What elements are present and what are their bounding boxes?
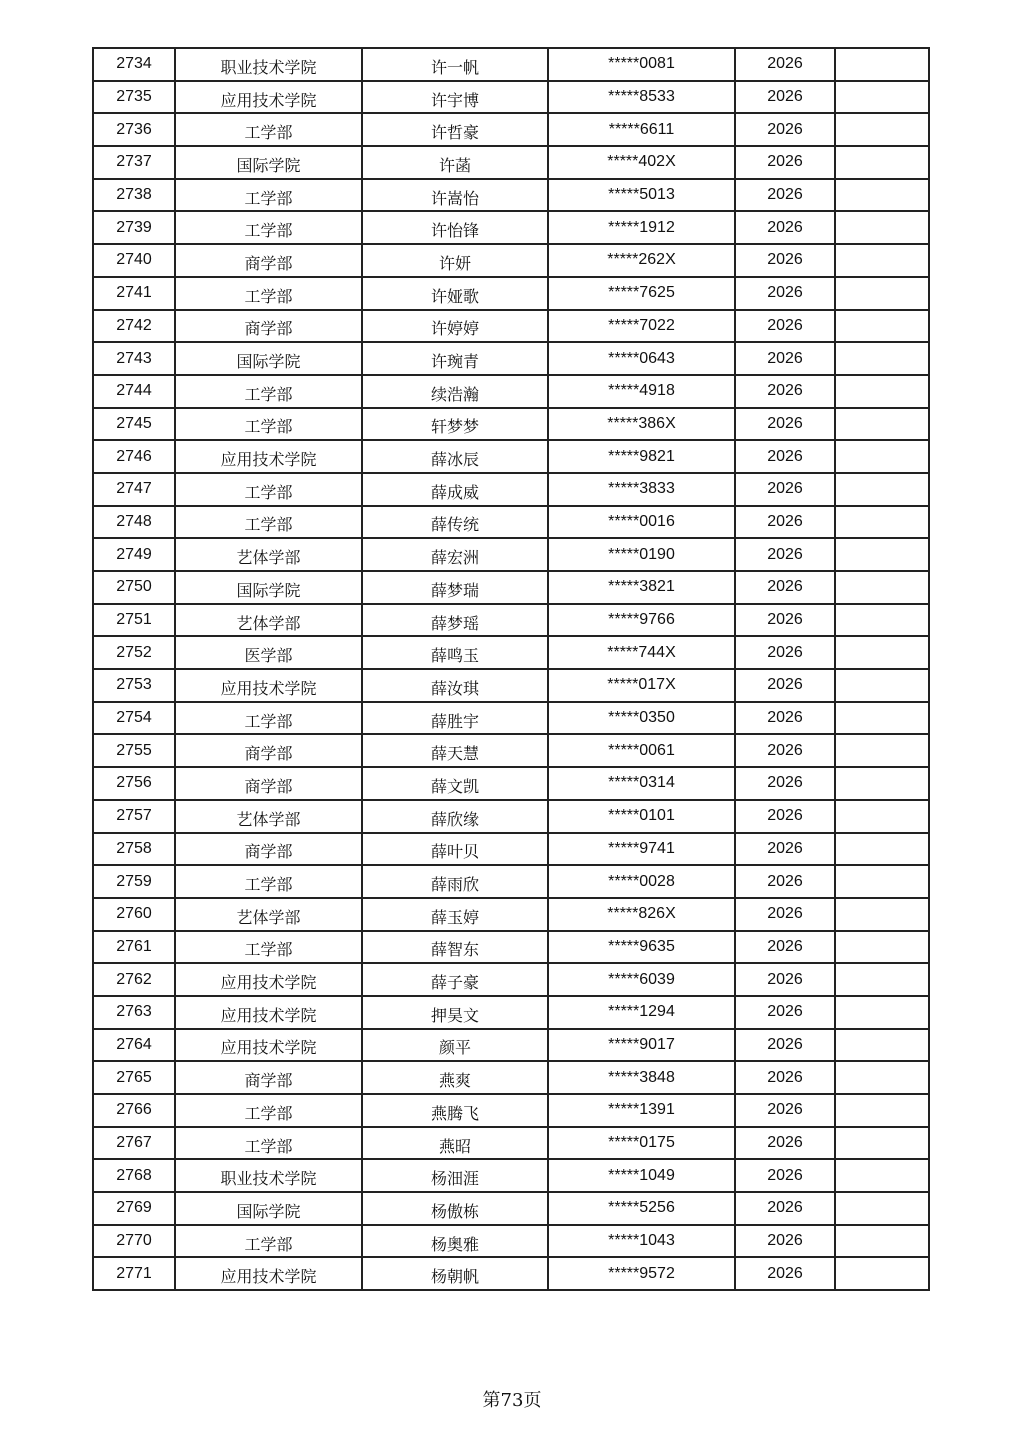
- serial-number-cell: 2755: [93, 734, 175, 767]
- remark-cell: [835, 211, 929, 244]
- table-row: [93, 538, 929, 571]
- id-suffix-cell: *****0081: [548, 48, 735, 81]
- year-cell: 2026: [735, 996, 835, 1029]
- remark-cell: [835, 1029, 929, 1062]
- department-cell: 医学部: [175, 636, 362, 669]
- table-row: [93, 375, 929, 408]
- id-suffix-cell: *****5013: [548, 179, 735, 212]
- roster-table-body: [93, 48, 929, 1290]
- serial-number-cell: 2764: [93, 1029, 175, 1062]
- id-suffix-cell: *****1912: [548, 211, 735, 244]
- department-cell: 国际学院: [175, 1192, 362, 1225]
- year-cell: 2026: [735, 1192, 835, 1225]
- remark-cell: [835, 408, 929, 441]
- remark-cell: [835, 310, 929, 343]
- serial-number-cell: 2768: [93, 1159, 175, 1192]
- student-name-cell: 杨朝帆: [362, 1257, 548, 1290]
- table-row: [93, 1061, 929, 1094]
- serial-number-cell: 2751: [93, 604, 175, 637]
- id-suffix-cell: *****9821: [548, 440, 735, 473]
- serial-number-cell: 2748: [93, 506, 175, 539]
- year-cell: 2026: [735, 473, 835, 506]
- id-suffix-cell: *****0350: [548, 702, 735, 735]
- id-suffix-cell: *****9017: [548, 1029, 735, 1062]
- id-suffix-cell: *****3848: [548, 1061, 735, 1094]
- id-suffix-cell: *****0061: [548, 734, 735, 767]
- id-suffix-cell: *****386X: [548, 408, 735, 441]
- year-cell: 2026: [735, 1127, 835, 1160]
- department-cell: 国际学院: [175, 571, 362, 604]
- year-cell: 2026: [735, 1094, 835, 1127]
- year-cell: 2026: [735, 342, 835, 375]
- department-cell: 艺体学部: [175, 538, 362, 571]
- department-cell: 工学部: [175, 277, 362, 310]
- department-cell: 艺体学部: [175, 800, 362, 833]
- student-name-cell: 许宇博: [362, 81, 548, 114]
- serial-number-cell: 2769: [93, 1192, 175, 1225]
- id-suffix-cell: *****0016: [548, 506, 735, 539]
- remark-cell: [835, 865, 929, 898]
- table-row: [93, 669, 929, 702]
- student-name-cell: 薛子豪: [362, 963, 548, 996]
- id-suffix-cell: *****4918: [548, 375, 735, 408]
- serial-number-cell: 2737: [93, 146, 175, 179]
- year-cell: 2026: [735, 113, 835, 146]
- department-cell: 商学部: [175, 833, 362, 866]
- department-cell: 商学部: [175, 767, 362, 800]
- student-name-cell: 杨傲栋: [362, 1192, 548, 1225]
- student-name-cell: 燕爽: [362, 1061, 548, 1094]
- department-cell: 应用技术学院: [175, 669, 362, 702]
- student-name-cell: 薛冰辰: [362, 440, 548, 473]
- id-suffix-cell: *****402X: [548, 146, 735, 179]
- serial-number-cell: 2734: [93, 48, 175, 81]
- table-row: [93, 1159, 929, 1192]
- student-name-cell: 押昊文: [362, 996, 548, 1029]
- student-name-cell: 许婷婷: [362, 310, 548, 343]
- department-cell: 应用技术学院: [175, 1029, 362, 1062]
- department-cell: 工学部: [175, 113, 362, 146]
- remark-cell: [835, 81, 929, 114]
- table-row: [93, 1127, 929, 1160]
- student-name-cell: 续浩瀚: [362, 375, 548, 408]
- student-name-cell: 薛梦瑞: [362, 571, 548, 604]
- id-suffix-cell: *****0028: [548, 865, 735, 898]
- year-cell: 2026: [735, 1159, 835, 1192]
- serial-number-cell: 2749: [93, 538, 175, 571]
- student-name-cell: 薛天慧: [362, 734, 548, 767]
- id-suffix-cell: *****1049: [548, 1159, 735, 1192]
- year-cell: 2026: [735, 48, 835, 81]
- student-name-cell: 薛传统: [362, 506, 548, 539]
- remark-cell: [835, 1094, 929, 1127]
- student-name-cell: 杨奥雅: [362, 1225, 548, 1258]
- department-cell: 商学部: [175, 1061, 362, 1094]
- serial-number-cell: 2736: [93, 113, 175, 146]
- year-cell: 2026: [735, 408, 835, 441]
- year-cell: 2026: [735, 734, 835, 767]
- serial-number-cell: 2759: [93, 865, 175, 898]
- id-suffix-cell: *****9741: [548, 833, 735, 866]
- year-cell: 2026: [735, 506, 835, 539]
- serial-number-cell: 2740: [93, 244, 175, 277]
- department-cell: 商学部: [175, 244, 362, 277]
- table-row: [93, 1257, 929, 1290]
- remark-cell: [835, 996, 929, 1029]
- department-cell: 商学部: [175, 310, 362, 343]
- student-name-cell: 薛成威: [362, 473, 548, 506]
- student-name-cell: 许怡锋: [362, 211, 548, 244]
- department-cell: 工学部: [175, 1225, 362, 1258]
- department-cell: 工学部: [175, 506, 362, 539]
- year-cell: 2026: [735, 1029, 835, 1062]
- remark-cell: [835, 342, 929, 375]
- serial-number-cell: 2758: [93, 833, 175, 866]
- id-suffix-cell: *****0190: [548, 538, 735, 571]
- serial-number-cell: 2735: [93, 81, 175, 114]
- serial-number-cell: 2739: [93, 211, 175, 244]
- serial-number-cell: 2745: [93, 408, 175, 441]
- table-row: [93, 1029, 929, 1062]
- department-cell: 工学部: [175, 931, 362, 964]
- id-suffix-cell: *****262X: [548, 244, 735, 277]
- id-suffix-cell: *****826X: [548, 898, 735, 931]
- year-cell: 2026: [735, 931, 835, 964]
- serial-number-cell: 2750: [93, 571, 175, 604]
- year-cell: 2026: [735, 146, 835, 179]
- serial-number-cell: 2757: [93, 800, 175, 833]
- department-cell: 职业技术学院: [175, 48, 362, 81]
- student-name-cell: 许琬青: [362, 342, 548, 375]
- year-cell: 2026: [735, 800, 835, 833]
- id-suffix-cell: *****0314: [548, 767, 735, 800]
- department-cell: 艺体学部: [175, 898, 362, 931]
- table-row: [93, 898, 929, 931]
- student-name-cell: 杨沺涯: [362, 1159, 548, 1192]
- year-cell: 2026: [735, 571, 835, 604]
- year-cell: 2026: [735, 636, 835, 669]
- year-cell: 2026: [735, 865, 835, 898]
- student-name-cell: 薛鸣玉: [362, 636, 548, 669]
- table-row: [93, 1192, 929, 1225]
- department-cell: 工学部: [175, 375, 362, 408]
- remark-cell: [835, 734, 929, 767]
- remark-cell: [835, 833, 929, 866]
- table-row: [93, 81, 929, 114]
- serial-number-cell: 2742: [93, 310, 175, 343]
- department-cell: 工学部: [175, 408, 362, 441]
- id-suffix-cell: *****9766: [548, 604, 735, 637]
- year-cell: 2026: [735, 244, 835, 277]
- student-name-cell: 许娅歌: [362, 277, 548, 310]
- serial-number-cell: 2753: [93, 669, 175, 702]
- remark-cell: [835, 800, 929, 833]
- remark-cell: [835, 1257, 929, 1290]
- remark-cell: [835, 506, 929, 539]
- remark-cell: [835, 604, 929, 637]
- serial-number-cell: 2765: [93, 1061, 175, 1094]
- department-cell: 工学部: [175, 702, 362, 735]
- year-cell: 2026: [735, 211, 835, 244]
- serial-number-cell: 2771: [93, 1257, 175, 1290]
- remark-cell: [835, 473, 929, 506]
- id-suffix-cell: *****8533: [548, 81, 735, 114]
- table-row: [93, 113, 929, 146]
- table-row: [93, 179, 929, 212]
- remark-cell: [835, 571, 929, 604]
- table-row: [93, 211, 929, 244]
- department-cell: 艺体学部: [175, 604, 362, 637]
- table-row: [93, 244, 929, 277]
- remark-cell: [835, 963, 929, 996]
- student-name-cell: 薛文凯: [362, 767, 548, 800]
- table-row: [93, 702, 929, 735]
- remark-cell: [835, 1225, 929, 1258]
- year-cell: 2026: [735, 963, 835, 996]
- id-suffix-cell: *****1294: [548, 996, 735, 1029]
- id-suffix-cell: *****744X: [548, 636, 735, 669]
- table-row: [93, 277, 929, 310]
- year-cell: 2026: [735, 310, 835, 343]
- remark-cell: [835, 244, 929, 277]
- student-name-cell: 薛玉婷: [362, 898, 548, 931]
- id-suffix-cell: *****3833: [548, 473, 735, 506]
- remark-cell: [835, 1192, 929, 1225]
- department-cell: 商学部: [175, 734, 362, 767]
- year-cell: 2026: [735, 375, 835, 408]
- remark-cell: [835, 1061, 929, 1094]
- remark-cell: [835, 48, 929, 81]
- remark-cell: [835, 277, 929, 310]
- department-cell: 应用技术学院: [175, 996, 362, 1029]
- department-cell: 工学部: [175, 211, 362, 244]
- student-name-cell: 许妍: [362, 244, 548, 277]
- table-row: [93, 996, 929, 1029]
- table-row: [93, 440, 929, 473]
- student-name-cell: 薛汝琪: [362, 669, 548, 702]
- table-row: [93, 931, 929, 964]
- serial-number-cell: 2747: [93, 473, 175, 506]
- table-row: [93, 571, 929, 604]
- table-row: [93, 800, 929, 833]
- serial-number-cell: 2752: [93, 636, 175, 669]
- id-suffix-cell: *****017X: [548, 669, 735, 702]
- table-row: [93, 1225, 929, 1258]
- serial-number-cell: 2746: [93, 440, 175, 473]
- roster-table: [92, 47, 930, 1291]
- table-row: [93, 473, 929, 506]
- serial-number-cell: 2744: [93, 375, 175, 408]
- remark-cell: [835, 146, 929, 179]
- id-suffix-cell: *****5256: [548, 1192, 735, 1225]
- remark-cell: [835, 440, 929, 473]
- id-suffix-cell: *****0175: [548, 1127, 735, 1160]
- id-suffix-cell: *****9572: [548, 1257, 735, 1290]
- remark-cell: [835, 113, 929, 146]
- id-suffix-cell: *****7022: [548, 310, 735, 343]
- table-row: [93, 506, 929, 539]
- department-cell: 应用技术学院: [175, 440, 362, 473]
- student-name-cell: 薛宏洲: [362, 538, 548, 571]
- id-suffix-cell: *****0643: [548, 342, 735, 375]
- table-row: [93, 310, 929, 343]
- department-cell: 应用技术学院: [175, 81, 362, 114]
- table-row: [93, 146, 929, 179]
- student-name-cell: 薛欣缘: [362, 800, 548, 833]
- table-row: [93, 767, 929, 800]
- table-row: [93, 833, 929, 866]
- department-cell: 工学部: [175, 179, 362, 212]
- id-suffix-cell: *****0101: [548, 800, 735, 833]
- year-cell: 2026: [735, 277, 835, 310]
- year-cell: 2026: [735, 702, 835, 735]
- student-name-cell: 许一帆: [362, 48, 548, 81]
- remark-cell: [835, 179, 929, 212]
- student-name-cell: 薛梦瑶: [362, 604, 548, 637]
- table-row: [93, 636, 929, 669]
- student-name-cell: 颜平: [362, 1029, 548, 1062]
- serial-number-cell: 2761: [93, 931, 175, 964]
- id-suffix-cell: *****9635: [548, 931, 735, 964]
- year-cell: 2026: [735, 898, 835, 931]
- remark-cell: [835, 1159, 929, 1192]
- year-cell: 2026: [735, 669, 835, 702]
- student-name-cell: 燕腾飞: [362, 1094, 548, 1127]
- serial-number-cell: 2766: [93, 1094, 175, 1127]
- student-name-cell: 薛智东: [362, 931, 548, 964]
- year-cell: 2026: [735, 833, 835, 866]
- table-row: [93, 48, 929, 81]
- serial-number-cell: 2743: [93, 342, 175, 375]
- id-suffix-cell: *****6039: [548, 963, 735, 996]
- student-name-cell: 薛胜宇: [362, 702, 548, 735]
- page-number: 第73页: [482, 1390, 542, 1411]
- remark-cell: [835, 636, 929, 669]
- department-cell: 应用技术学院: [175, 1257, 362, 1290]
- year-cell: 2026: [735, 81, 835, 114]
- year-cell: 2026: [735, 604, 835, 637]
- table-row: [93, 865, 929, 898]
- year-cell: 2026: [735, 1225, 835, 1258]
- department-cell: 工学部: [175, 1127, 362, 1160]
- serial-number-cell: 2754: [93, 702, 175, 735]
- id-suffix-cell: *****1391: [548, 1094, 735, 1127]
- serial-number-cell: 2763: [93, 996, 175, 1029]
- student-name-cell: 许嵩怡: [362, 179, 548, 212]
- remark-cell: [835, 931, 929, 964]
- serial-number-cell: 2767: [93, 1127, 175, 1160]
- student-name-cell: 许哲豪: [362, 113, 548, 146]
- department-cell: 职业技术学院: [175, 1159, 362, 1192]
- year-cell: 2026: [735, 1061, 835, 1094]
- serial-number-cell: 2756: [93, 767, 175, 800]
- student-name-cell: 薛雨欣: [362, 865, 548, 898]
- remark-cell: [835, 898, 929, 931]
- student-name-cell: 许菡: [362, 146, 548, 179]
- student-name-cell: 轩梦梦: [362, 408, 548, 441]
- serial-number-cell: 2762: [93, 963, 175, 996]
- department-cell: 应用技术学院: [175, 963, 362, 996]
- remark-cell: [835, 1127, 929, 1160]
- table-row: [93, 604, 929, 637]
- serial-number-cell: 2738: [93, 179, 175, 212]
- department-cell: 国际学院: [175, 146, 362, 179]
- table-row: [93, 734, 929, 767]
- serial-number-cell: 2741: [93, 277, 175, 310]
- year-cell: 2026: [735, 179, 835, 212]
- id-suffix-cell: *****6611: [548, 113, 735, 146]
- serial-number-cell: 2760: [93, 898, 175, 931]
- year-cell: 2026: [735, 1257, 835, 1290]
- id-suffix-cell: *****1043: [548, 1225, 735, 1258]
- table-row: [93, 1094, 929, 1127]
- department-cell: 工学部: [175, 865, 362, 898]
- table-row: [93, 963, 929, 996]
- remark-cell: [835, 669, 929, 702]
- remark-cell: [835, 538, 929, 571]
- id-suffix-cell: *****7625: [548, 277, 735, 310]
- id-suffix-cell: *****3821: [548, 571, 735, 604]
- student-name-cell: 薛叶贝: [362, 833, 548, 866]
- department-cell: 工学部: [175, 473, 362, 506]
- serial-number-cell: 2770: [93, 1225, 175, 1258]
- remark-cell: [835, 702, 929, 735]
- table-row: [93, 408, 929, 441]
- student-name-cell: 燕昭: [362, 1127, 548, 1160]
- year-cell: 2026: [735, 767, 835, 800]
- year-cell: 2026: [735, 538, 835, 571]
- remark-cell: [835, 375, 929, 408]
- department-cell: 国际学院: [175, 342, 362, 375]
- table-row: [93, 342, 929, 375]
- remark-cell: [835, 767, 929, 800]
- year-cell: 2026: [735, 440, 835, 473]
- department-cell: 工学部: [175, 1094, 362, 1127]
